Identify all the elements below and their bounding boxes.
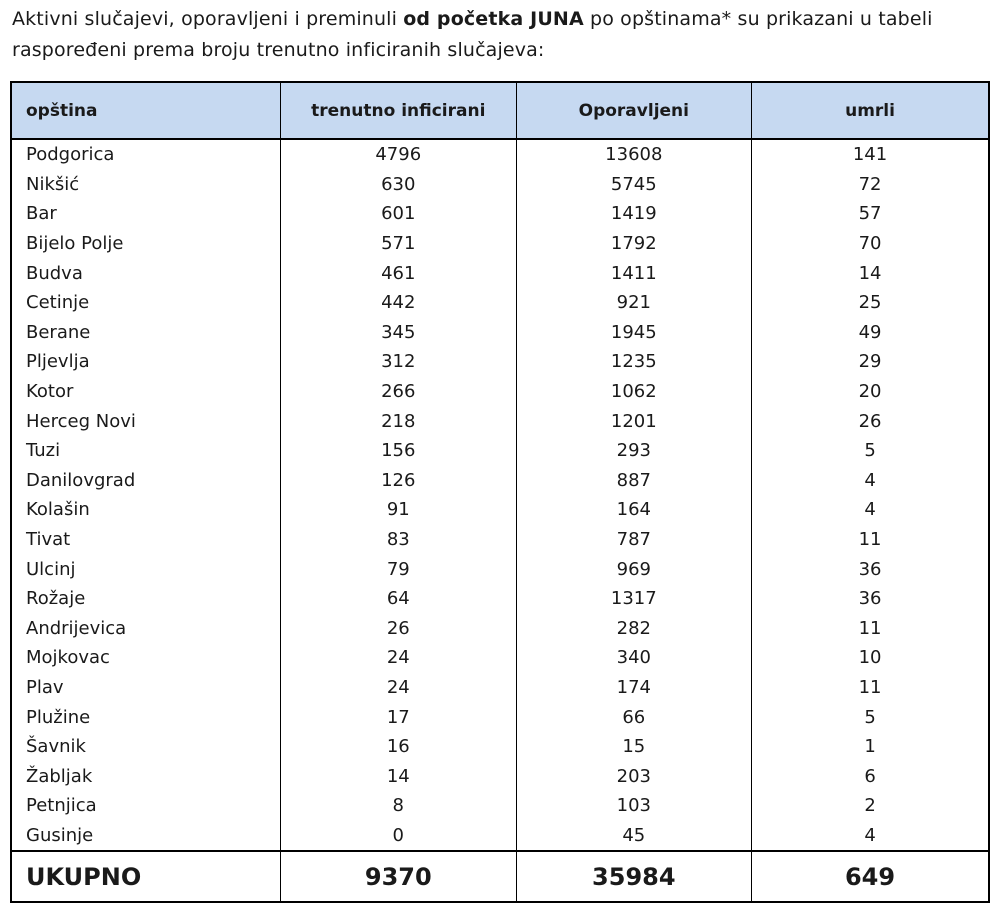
recovered-cell: 66 [516, 702, 752, 732]
table-row [11, 554, 989, 584]
municipality-cell: Nikšić [11, 170, 281, 200]
table-row [11, 525, 989, 555]
deaths-cell: 10 [752, 643, 989, 673]
currently-infected-cell: 630 [281, 170, 516, 200]
municipality-cell: Žabljak [11, 761, 281, 791]
municipality-cell: Kolašin [11, 495, 281, 525]
table-row [11, 673, 989, 703]
currently-infected-cell: 79 [281, 554, 516, 584]
municipality-cell: Mojkovac [11, 643, 281, 673]
deaths-cell: 6 [752, 761, 989, 791]
deaths-cell: 36 [752, 554, 989, 584]
municipality-cell: Budva [11, 258, 281, 288]
table-row [11, 495, 989, 525]
table-row [11, 377, 989, 407]
intro-text [12, 4, 987, 66]
recovered-cell: 282 [516, 614, 752, 644]
municipality-cell: Danilovgrad [11, 466, 281, 496]
currently-infected-cell: 571 [281, 229, 516, 259]
deaths-cell: 5 [752, 702, 989, 732]
deaths-cell: 1 [752, 732, 989, 762]
table-row [11, 643, 989, 673]
municipality-cell: Pljevlja [11, 347, 281, 377]
table-row [11, 229, 989, 259]
currently-infected-cell: 4796 [281, 139, 516, 170]
currently-infected-cell: 83 [281, 525, 516, 555]
deaths-cell: 2 [752, 791, 989, 821]
recovered-cell: 1411 [516, 258, 752, 288]
municipality-cell: Tivat [11, 525, 281, 555]
deaths-cell: 29 [752, 347, 989, 377]
currently-infected-cell: 345 [281, 318, 516, 348]
deaths-cell: 11 [752, 614, 989, 644]
municipality-cell: Herceg Novi [11, 406, 281, 436]
deaths-cell: 4 [752, 495, 989, 525]
deaths-cell: 5 [752, 436, 989, 466]
table-row [11, 347, 989, 377]
intro-bold: od početka JUNA [403, 8, 584, 30]
table-row [11, 436, 989, 466]
table-row [11, 702, 989, 732]
municipality-cell: Plav [11, 673, 281, 703]
municipality-table [10, 81, 990, 903]
currently-infected-cell: 8 [281, 791, 516, 821]
deaths-cell: 70 [752, 229, 989, 259]
table-row [11, 288, 989, 318]
currently-infected-cell: 126 [281, 466, 516, 496]
municipality-cell: Bijelo Polje [11, 229, 281, 259]
currently-infected-cell: 601 [281, 199, 516, 229]
deaths-cell: 11 [752, 673, 989, 703]
currently-infected-cell: 24 [281, 673, 516, 703]
recovered-cell: 1317 [516, 584, 752, 614]
table-row [11, 821, 989, 852]
deaths-cell: 72 [752, 170, 989, 200]
deaths-cell: 57 [752, 199, 989, 229]
recovered-cell: 1201 [516, 406, 752, 436]
recovered-cell: 13608 [516, 139, 752, 170]
currently-infected-cell: 64 [281, 584, 516, 614]
table-row [11, 258, 989, 288]
municipality-cell: Gusinje [11, 821, 281, 852]
recovered-cell: 887 [516, 466, 752, 496]
recovered-cell: 174 [516, 673, 752, 703]
municipality-cell: Tuzi [11, 436, 281, 466]
total-label: UKUPNO [11, 851, 281, 902]
header-deaths: umrli [752, 82, 989, 139]
deaths-cell: 25 [752, 288, 989, 318]
municipality-cell: Šavnik [11, 732, 281, 762]
recovered-cell: 1419 [516, 199, 752, 229]
recovered-cell: 921 [516, 288, 752, 318]
total-row [11, 851, 989, 902]
intro-part-2: po opštinama* su prikazani u tabeli raspoređeni prema broju trenutno inficiranih slučajeva: [12, 8, 933, 61]
recovered-cell: 1062 [516, 377, 752, 407]
currently-infected-cell: 218 [281, 406, 516, 436]
currently-infected-cell: 266 [281, 377, 516, 407]
table-row [11, 406, 989, 436]
currently-infected-cell: 24 [281, 643, 516, 673]
deaths-cell: 11 [752, 525, 989, 555]
table-row [11, 139, 989, 170]
header-recovered: Oporavljeni [516, 82, 752, 139]
currently-infected-cell: 461 [281, 258, 516, 288]
total-currently-infected: 9370 [281, 851, 516, 902]
deaths-cell: 26 [752, 406, 989, 436]
recovered-cell: 45 [516, 821, 752, 852]
currently-infected-cell: 17 [281, 702, 516, 732]
table-row [11, 466, 989, 496]
table-row [11, 170, 989, 200]
deaths-cell: 4 [752, 466, 989, 496]
recovered-cell: 1235 [516, 347, 752, 377]
municipality-cell: Bar [11, 199, 281, 229]
table-row [11, 761, 989, 791]
recovered-cell: 1792 [516, 229, 752, 259]
municipality-cell: Plužine [11, 702, 281, 732]
currently-infected-cell: 442 [281, 288, 516, 318]
municipality-cell: Ulcinj [11, 554, 281, 584]
header-currently-infected: trenutno inficirani [281, 82, 516, 139]
municipality-cell: Berane [11, 318, 281, 348]
recovered-cell: 969 [516, 554, 752, 584]
municipality-cell: Rožaje [11, 584, 281, 614]
currently-infected-cell: 312 [281, 347, 516, 377]
table-body [11, 139, 989, 851]
deaths-cell: 141 [752, 139, 989, 170]
municipality-cell: Kotor [11, 377, 281, 407]
municipality-cell: Cetinje [11, 288, 281, 318]
recovered-cell: 164 [516, 495, 752, 525]
currently-infected-cell: 0 [281, 821, 516, 852]
table-row [11, 791, 989, 821]
recovered-cell: 293 [516, 436, 752, 466]
recovered-cell: 787 [516, 525, 752, 555]
deaths-cell: 36 [752, 584, 989, 614]
table-row [11, 614, 989, 644]
header-municipality: opština [11, 82, 281, 139]
table-row [11, 199, 989, 229]
municipality-cell: Petnjica [11, 791, 281, 821]
table-row [11, 318, 989, 348]
recovered-cell: 15 [516, 732, 752, 762]
currently-infected-cell: 26 [281, 614, 516, 644]
total-recovered: 35984 [516, 851, 752, 902]
deaths-cell: 49 [752, 318, 989, 348]
municipality-cell: Andrijevica [11, 614, 281, 644]
deaths-cell: 4 [752, 821, 989, 852]
deaths-cell: 14 [752, 258, 989, 288]
recovered-cell: 1945 [516, 318, 752, 348]
recovered-cell: 103 [516, 791, 752, 821]
currently-infected-cell: 16 [281, 732, 516, 762]
municipality-cell: Podgorica [11, 139, 281, 170]
currently-infected-cell: 14 [281, 761, 516, 791]
intro-part-1: Aktivni slučajevi, oporavljeni i preminuli [12, 8, 404, 30]
recovered-cell: 5745 [516, 170, 752, 200]
recovered-cell: 340 [516, 643, 752, 673]
table-row [11, 732, 989, 762]
currently-infected-cell: 91 [281, 495, 516, 525]
total-deaths: 649 [752, 851, 989, 902]
recovered-cell: 203 [516, 761, 752, 791]
currently-infected-cell: 156 [281, 436, 516, 466]
table-header-row [11, 82, 989, 139]
table-row [11, 584, 989, 614]
deaths-cell: 20 [752, 377, 989, 407]
